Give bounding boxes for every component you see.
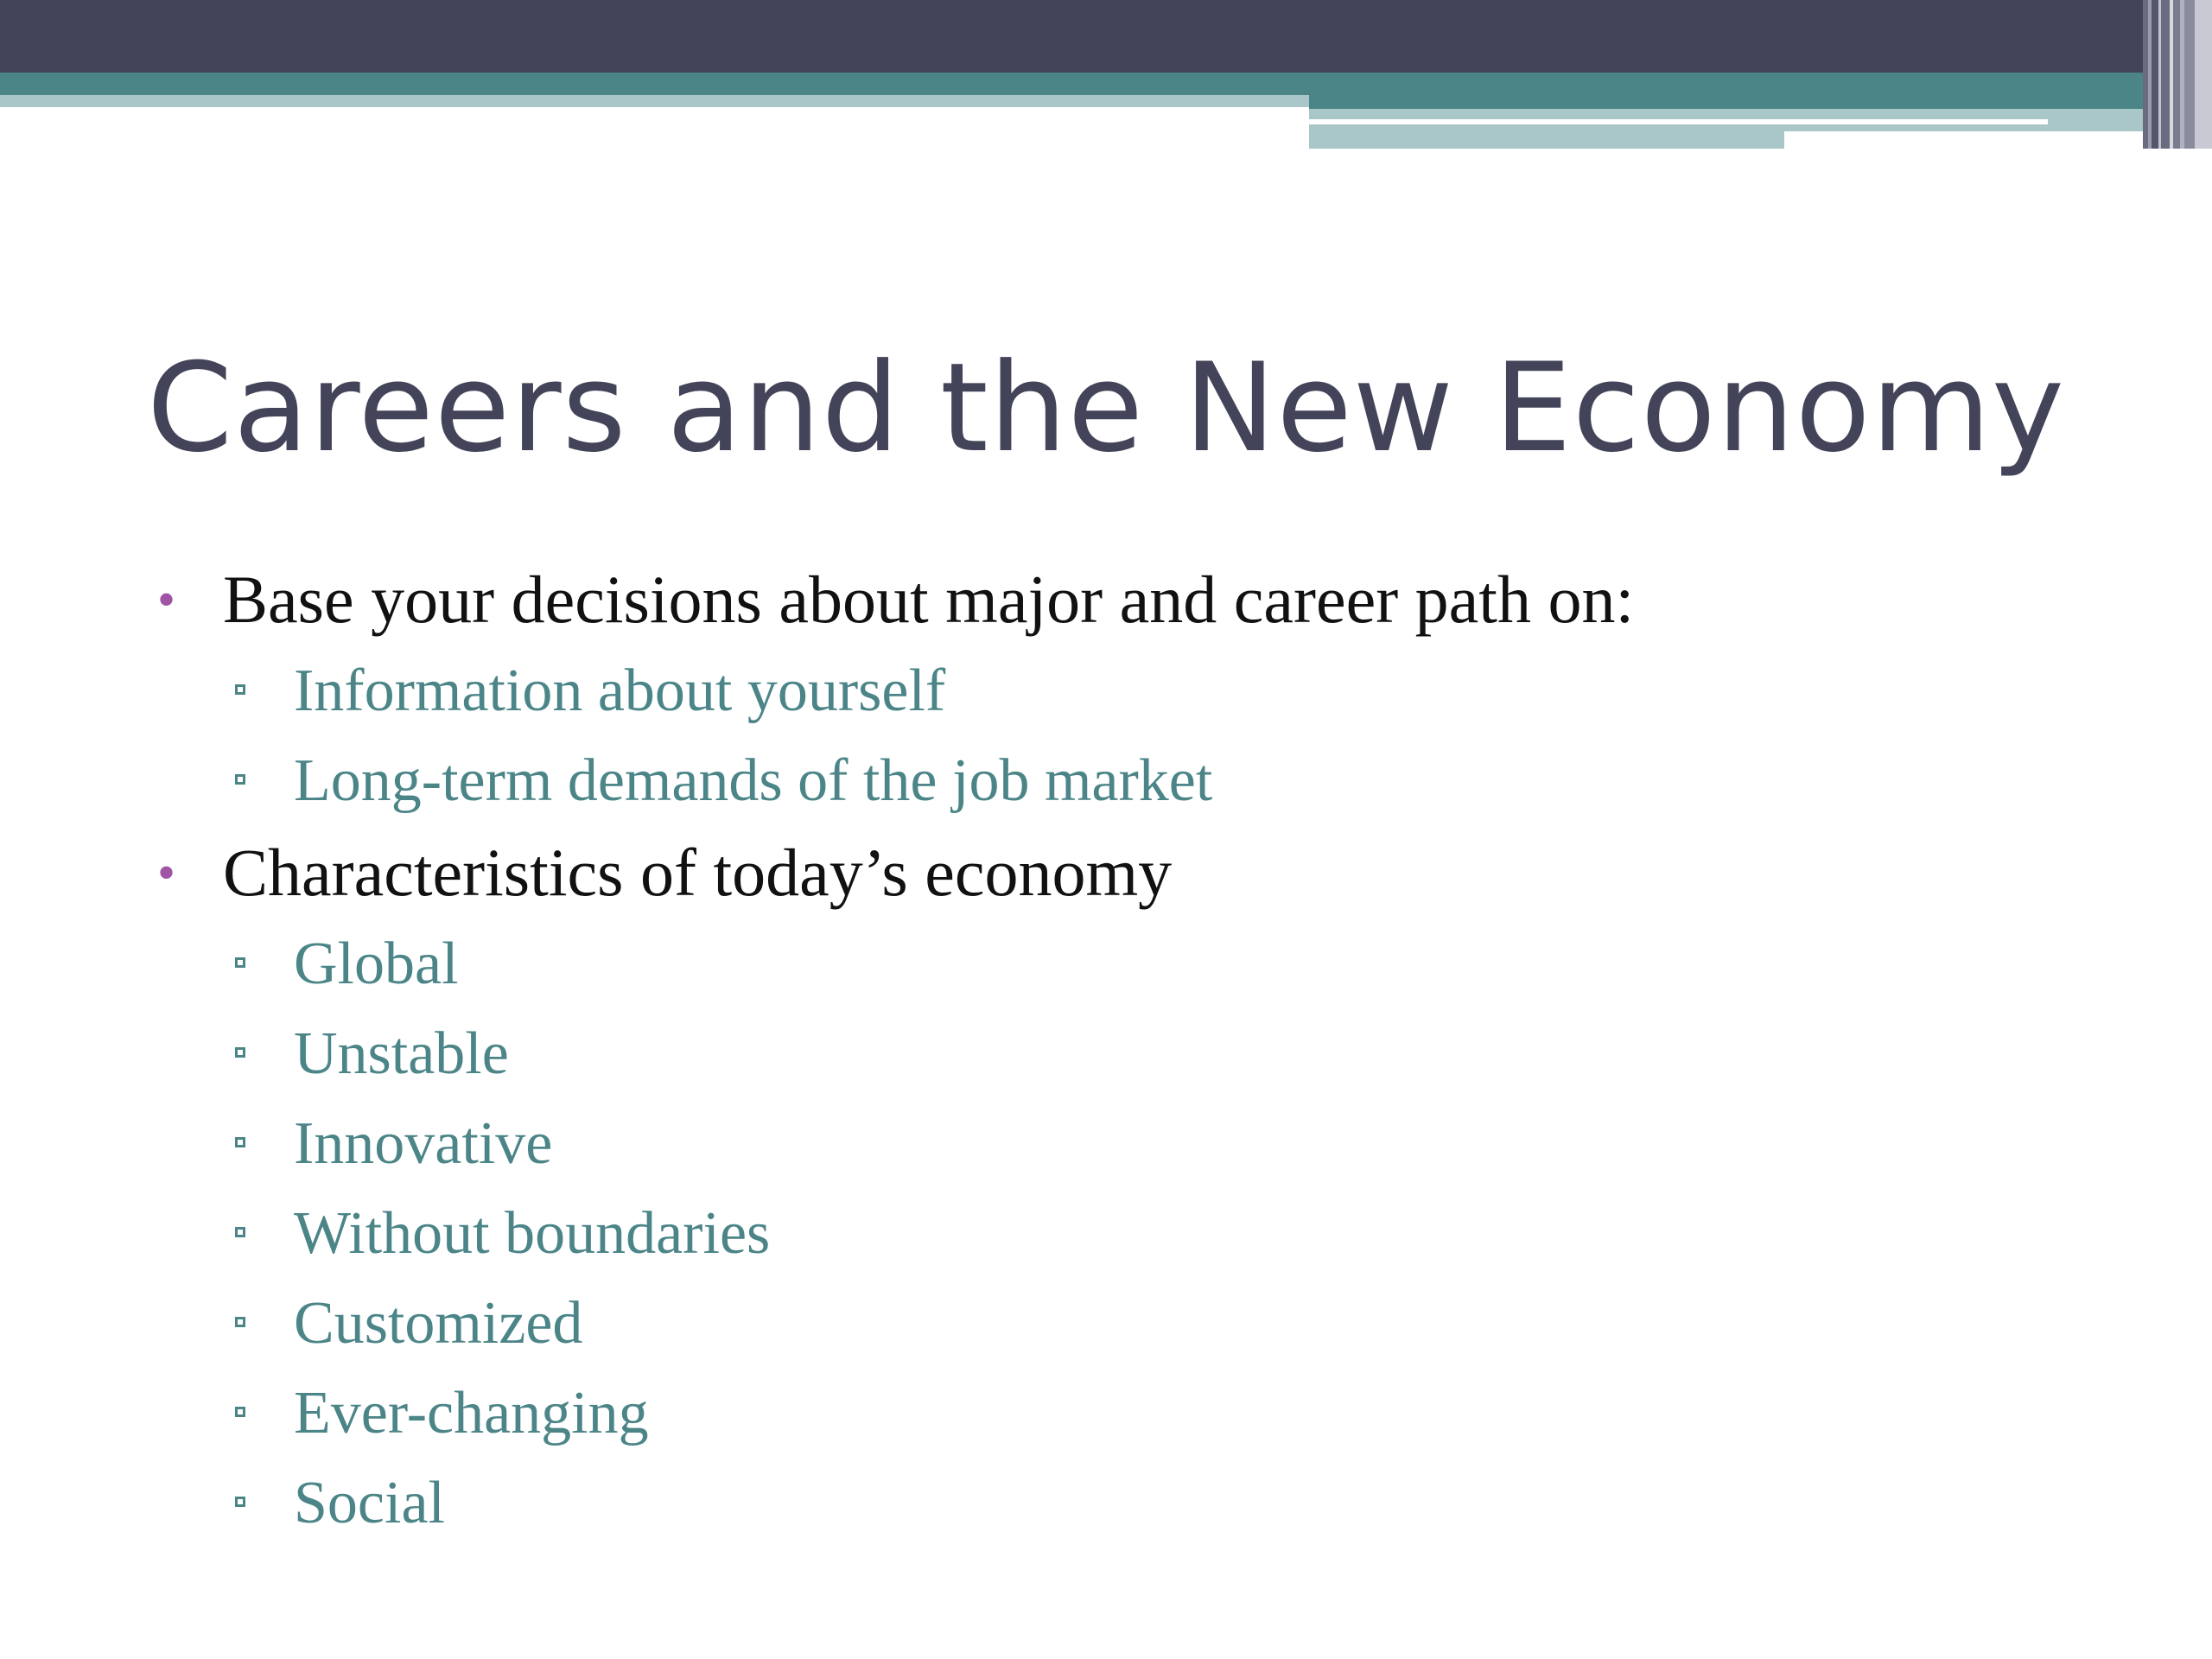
bullet-dot-icon: • bbox=[157, 844, 176, 901]
sub-bullet-text: Unstable bbox=[294, 1020, 509, 1087]
sub-bullet-item bbox=[156, 1189, 2056, 1279]
square-bullet-icon bbox=[235, 1317, 245, 1327]
sub-bullet-text: Global bbox=[294, 931, 459, 997]
sub-bullet-text: Customized bbox=[294, 1290, 583, 1357]
sub-bullet-text: Long-term demands of the job market bbox=[294, 747, 1213, 814]
sub-bullet-item bbox=[156, 1459, 2056, 1548]
sub-bullet-item bbox=[156, 1009, 2056, 1099]
bullet-dot-icon: • bbox=[157, 571, 176, 628]
banner-dark-band bbox=[0, 0, 2212, 73]
bullet-item bbox=[156, 553, 2056, 646]
bullet-text: Characteristics of today’s economy bbox=[223, 835, 1173, 910]
banner-white-line bbox=[1309, 119, 2048, 124]
banner-light-band-left bbox=[0, 95, 1309, 107]
sub-bullet-text: Innovative bbox=[294, 1110, 553, 1177]
bullet-item bbox=[156, 826, 2056, 919]
sub-bullet-item bbox=[156, 1099, 2056, 1189]
square-bullet-icon bbox=[235, 1407, 245, 1417]
sub-bullet-item bbox=[156, 1279, 2056, 1369]
sub-bullet-text: Social bbox=[294, 1470, 445, 1536]
sub-bullet-item bbox=[156, 646, 2056, 736]
slide-title: Careers and the New Economy bbox=[147, 337, 2065, 480]
square-bullet-icon bbox=[235, 957, 245, 968]
bullet-text: Base your decisions about major and career path on: bbox=[223, 562, 1635, 637]
sub-bullet-text: Without boundaries bbox=[294, 1200, 771, 1267]
banner-teal-band-right bbox=[1309, 73, 2212, 109]
sub-bullet-item bbox=[156, 1369, 2056, 1459]
banner-stripes bbox=[2143, 0, 2212, 149]
square-bullet-icon bbox=[235, 774, 245, 785]
sub-bullet-item bbox=[156, 736, 2056, 826]
square-bullet-icon bbox=[235, 1137, 245, 1147]
banner-teal-band-left bbox=[0, 73, 1309, 95]
square-bullet-icon bbox=[235, 1227, 245, 1237]
sub-bullet-text: Information about yourself bbox=[294, 658, 946, 724]
sub-bullet-text: Ever-changing bbox=[294, 1380, 649, 1446]
sub-bullet-item bbox=[156, 919, 2056, 1009]
square-bullet-icon bbox=[235, 1497, 245, 1507]
square-bullet-icon bbox=[235, 684, 245, 695]
bullet-list bbox=[156, 553, 2056, 1548]
square-bullet-icon bbox=[235, 1047, 245, 1058]
